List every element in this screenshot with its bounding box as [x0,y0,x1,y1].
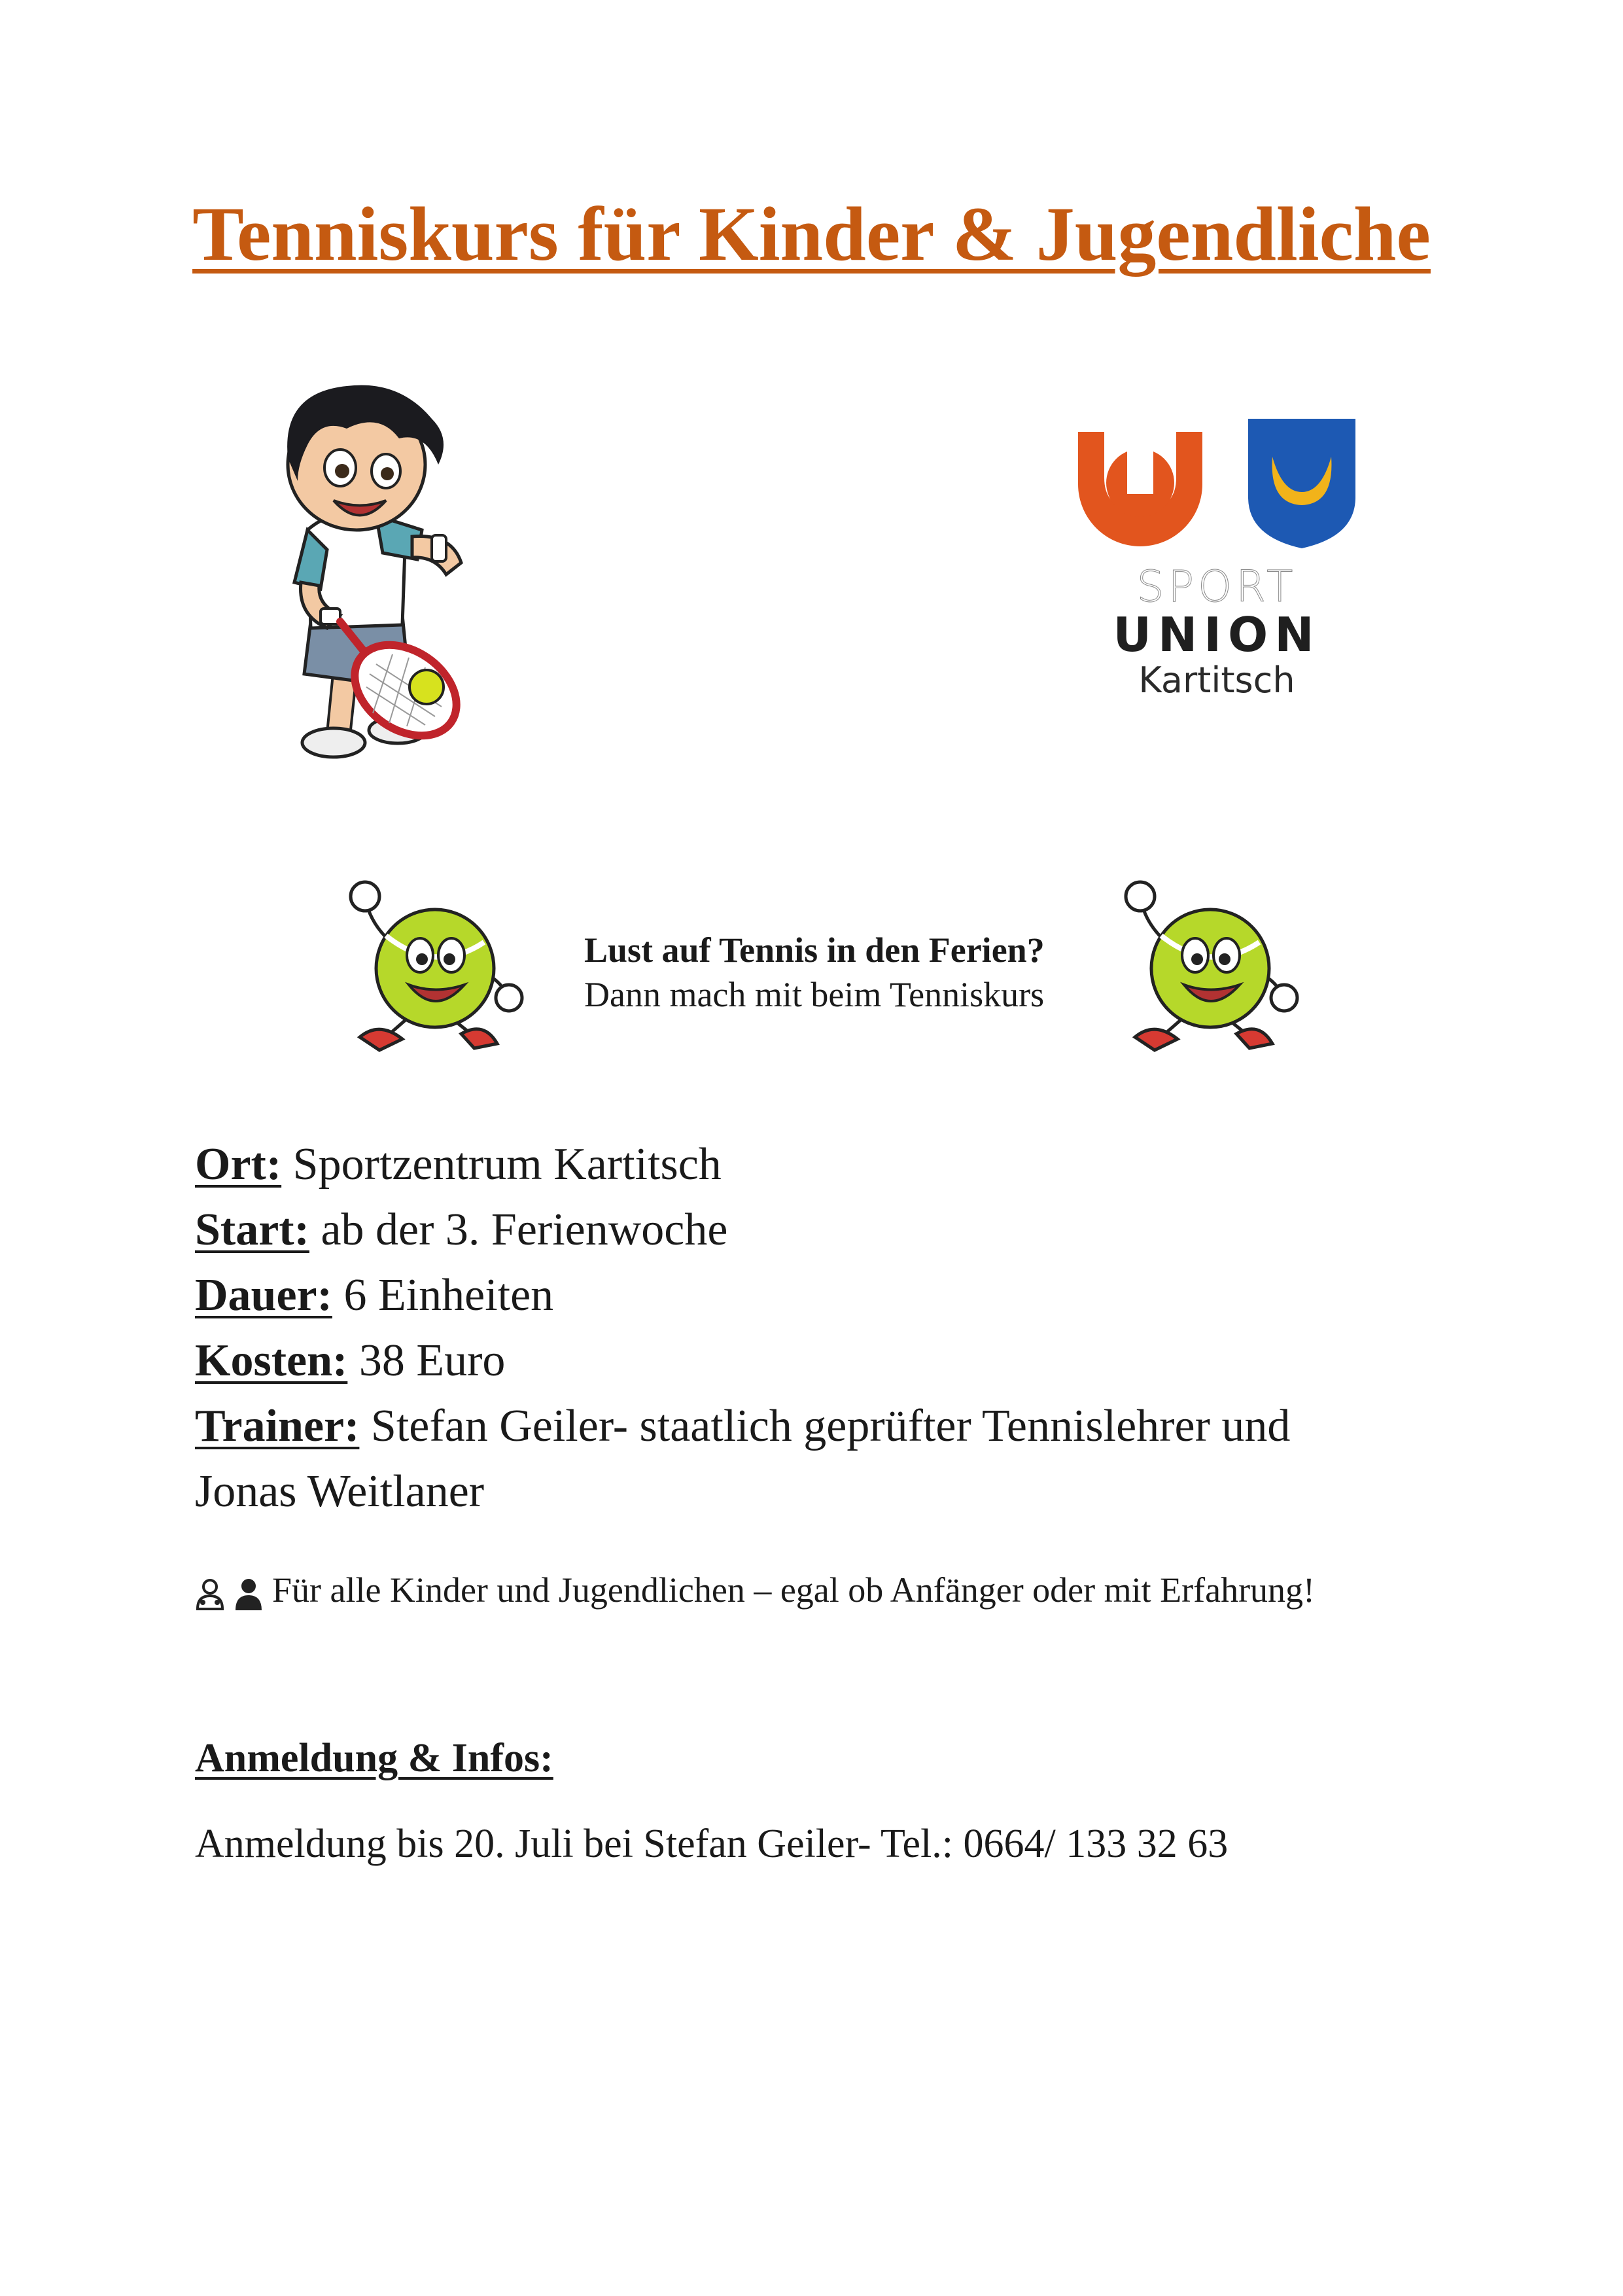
detail-value: Stefan Geiler- staatlich geprüfter Tennislehrer und [370,1401,1291,1451]
logo-kartitsch-text: Kartitsch [1138,660,1295,701]
tennis-ball-mascot-icon [1115,870,1305,1053]
logo-sport-text: SPORT [1136,561,1297,612]
detail-label: Dauer: [195,1270,332,1320]
slogan-text: Dann mach mit beim Tenniskurs [584,975,1045,1014]
detail-trainer [195,1394,1471,1459]
slogan [584,928,1094,1017]
union-u-icon [1073,406,1361,563]
tennis-boy-illustration [236,366,510,772]
detail-ort [195,1132,1471,1197]
page-title: Tenniskurs für Kinder & Jugendliche [192,191,1431,277]
detail-value: 6 Einheiten [343,1270,554,1320]
detail-start [195,1197,1471,1263]
sport-union-logo [1073,406,1361,701]
people-icon [195,1578,225,1610]
detail-dauer [195,1263,1471,1328]
detail-kosten [195,1328,1471,1394]
detail-label: Kosten: [195,1335,348,1386]
registration-heading: Anmeldung & Infos: [195,1736,553,1780]
tennis-ball-mascot-icon [340,870,530,1053]
detail-trainer-continued: Jonas Weitlaner [195,1466,485,1517]
slogan-question: Lust auf Tennis in den Ferien? [584,930,1045,970]
logo-union-text: UNION [1113,607,1321,662]
detail-label: Start: [195,1205,309,1255]
detail-label: Trainer: [195,1401,360,1451]
detail-value: Sportzentrum Kartitsch [292,1139,722,1190]
detail-value: ab der 3. Ferienwoche [321,1205,728,1255]
audience-note-text: Für alle Kinder und Jugendlichen – egal ob Anfänger oder mit Erfahrung! [272,1570,1316,1610]
registration-text: Anmeldung bis 20. Juli bei Stefan Geiler- Tel.: 0664/ 133 32 63 [195,1822,1229,1866]
audience-note [195,1567,1503,1613]
detail-label: Ort: [195,1139,282,1190]
course-details [195,1132,1471,1525]
detail-value: 38 Euro [358,1335,506,1386]
person-icon [234,1578,263,1610]
